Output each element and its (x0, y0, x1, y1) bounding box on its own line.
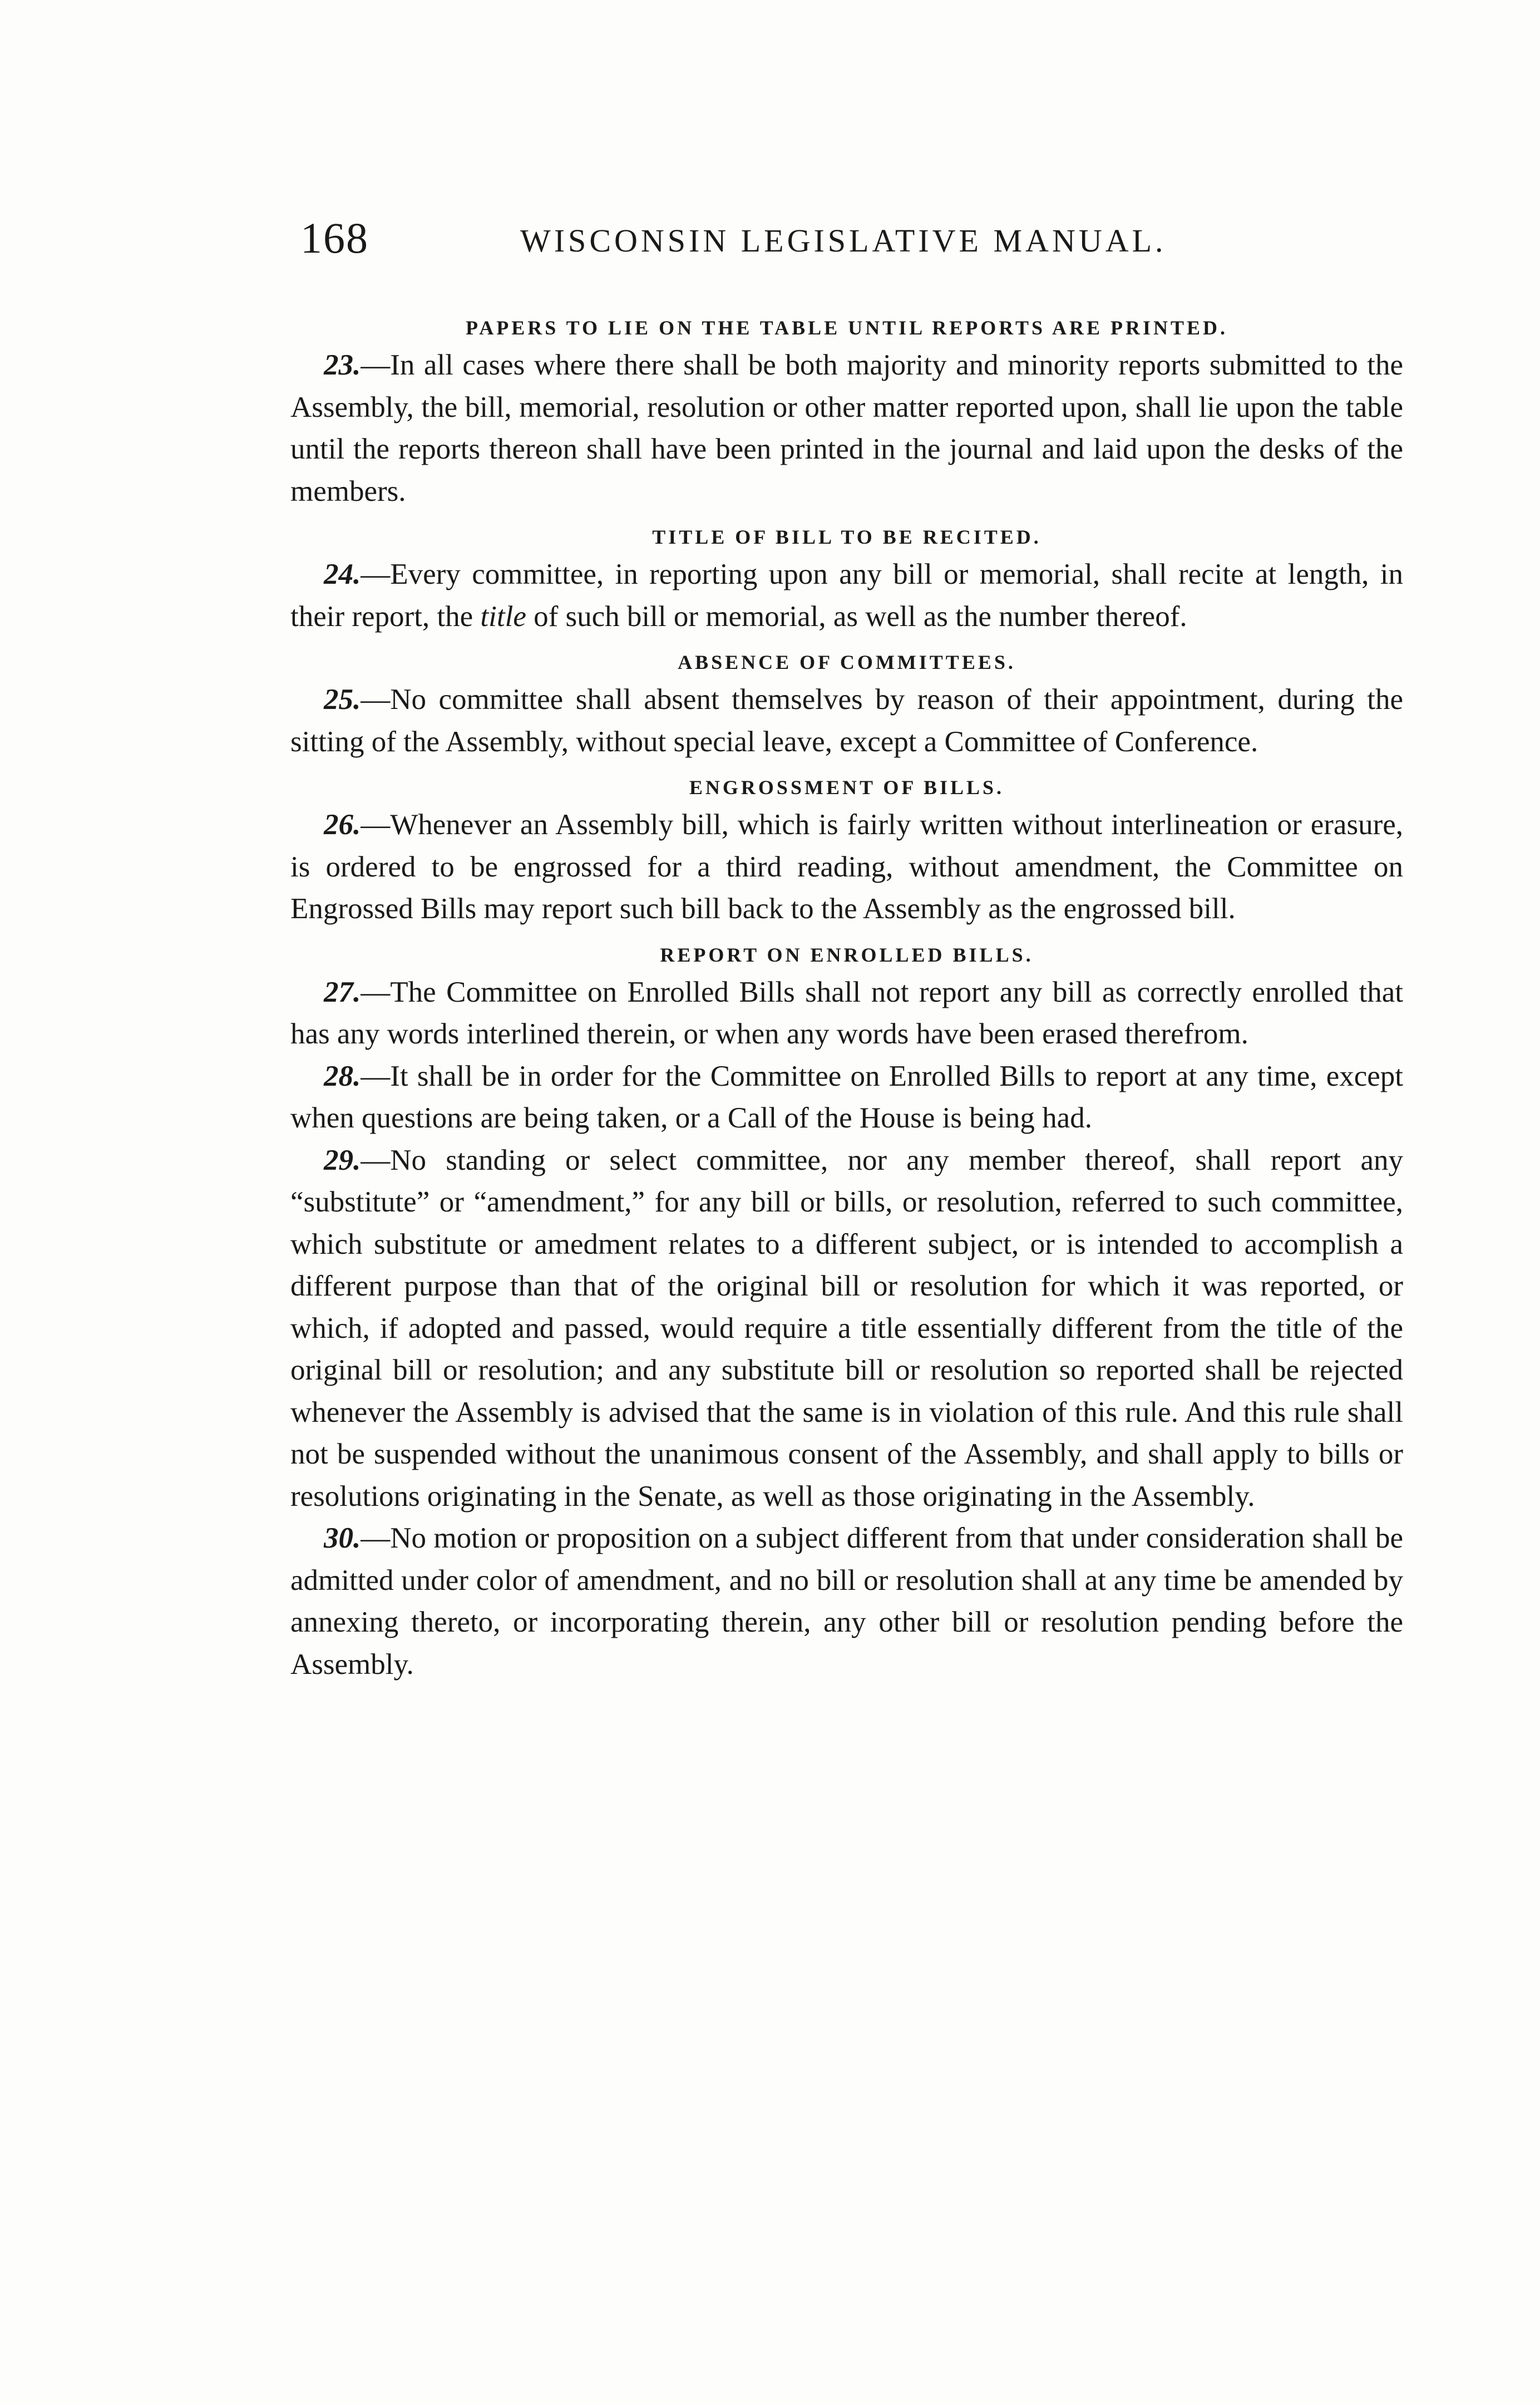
rule-text: —The Committee on Enrolled Bills shall not report any bill as correctly enrolled that has any words interlined therein, or when any words have been erased therefrom. (290, 976, 1403, 1050)
rule-emphasis: title (480, 600, 526, 633)
body-text (290, 303, 1403, 1686)
rule-number: 30. (324, 1522, 361, 1554)
rule-number: 24. (324, 558, 361, 590)
rule-text: of such bill or memorial, as well as the number thereof. (526, 600, 1187, 633)
rule-text: —No committee shall absent themselves by reason of their appointment, during the sitting of the Assembly, without special leave, except a Committee of Conference. (290, 683, 1403, 758)
section-heading: ABSENCE OF COMMITTEES. (678, 651, 1016, 673)
rule-text: —No motion or proposition on a subject different from that under consideration shall be admitted under color of amendment, and no bill or resolution shall at any time be amended by annexing thereto, or incorporating therein, any other bill or resolution pending before the Assembly. (290, 1522, 1403, 1681)
rule-number: 29. (324, 1144, 361, 1176)
rule-paragraph (290, 1056, 1403, 1140)
page-number: 168 (300, 214, 369, 262)
rule-text: —Whenever an Assembly bill, which is fairly written without interlineation or erasure, is ordered to be engrossed for a third reading, without amendment, the Committee on Engrossed Bills may report such bill back to the Assembly as the engrossed bill. (290, 809, 1403, 925)
rule-paragraph (290, 804, 1403, 930)
rule-number: 26. (324, 809, 361, 841)
running-title: WISCONSIN LEGISLATIVE MANUAL. (520, 223, 1167, 259)
rule-text: —Every committee, in reporting upon any bill or memorial, shall recite at length, in their report, the (290, 558, 1403, 633)
section-heading: PAPERS TO LIE ON THE TABLE UNTIL REPORTS ARE PRINTED. (465, 317, 1228, 339)
rule-text: —No standing or select committee, nor any member thereof, shall report any “substitute” or “amendment,” for any bill or bills, or resolution, referred to such committee, which substitute or amedment relates to a different subject, or is intended to accomplish a different purpose than that of the original bill or resolution for which it was reported, or which, if adopted and passed, would require a title essentially different from the title of the original bill or resolution; and any substitute bill or resolution so reported shall be rejected whenever the Assembly is advised that the same is in violation of this rule. And this rule shall not be suspended without the unanimous consent of the Assembly, and shall apply to bills or resolutions originating in the Senate, as well as those originating in the Assembly. (290, 1144, 1403, 1513)
rule-number: 28. (324, 1060, 361, 1092)
rule-number: 23. (324, 349, 361, 381)
rule-number: 27. (324, 976, 361, 1008)
rule-paragraph (290, 1140, 1403, 1518)
running-head (300, 210, 1458, 272)
rule-paragraph (290, 679, 1403, 763)
rule-text: —It shall be in order for the Committee on Enrolled Bills to report at any time, except when questions are being taken, or a Call of the House is being had. (290, 1060, 1403, 1134)
rule-number: 25. (324, 683, 361, 716)
section-heading: REPORT ON ENROLLED BILLS. (660, 943, 1034, 966)
rule-paragraph (290, 972, 1403, 1056)
rule-text: —In all cases where there shall be both majority and minority reports submitted to the Assembly, the bill, memorial, resolution or other matter reported upon, shall lie upon the table until the reports thereon shall have been printed in the journal and laid upon the desks of the members. (290, 349, 1403, 508)
rule-paragraph (290, 554, 1403, 638)
section-heading: TITLE OF BILL TO BE RECITED. (652, 526, 1042, 548)
rule-paragraph (290, 1518, 1403, 1686)
section-heading: ENGROSSMENT OF BILLS. (689, 776, 1005, 799)
rule-paragraph (290, 344, 1403, 513)
